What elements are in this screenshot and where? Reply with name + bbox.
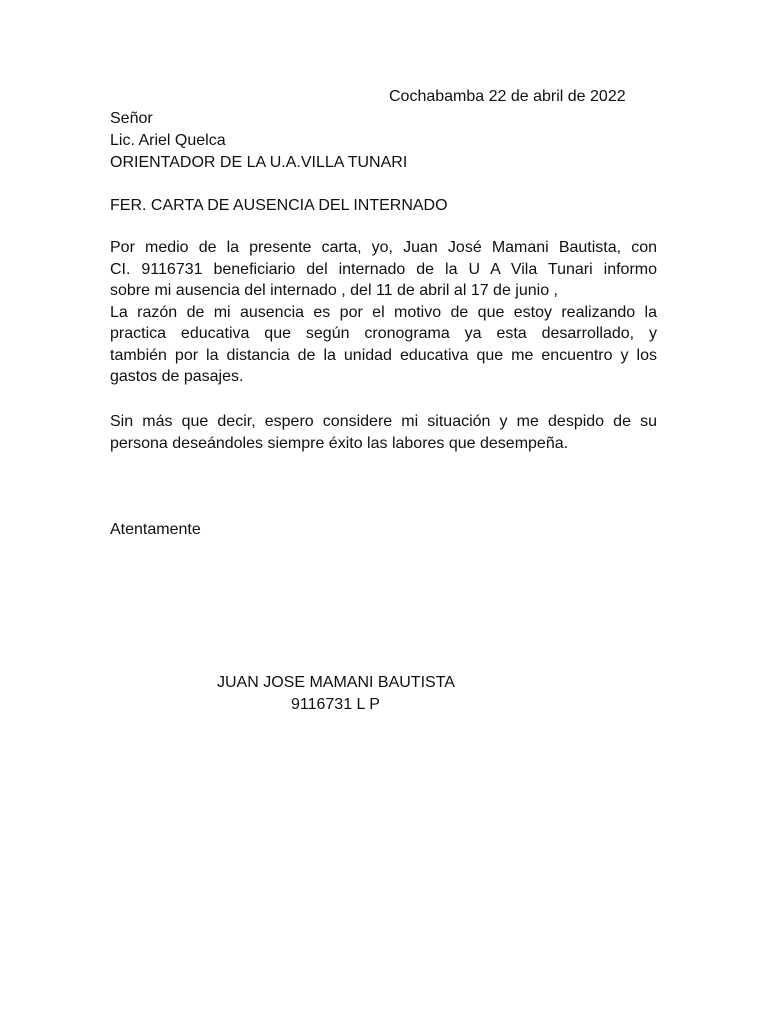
body-paragraph-1	[110, 237, 657, 388]
body-line: Sin más que decir, espero considere mi situación y me despido de su	[110, 413, 657, 430]
body-line: practica educativa que según cronograma ya esta desarrollado, y	[110, 325, 657, 342]
body-paragraph-2	[110, 411, 657, 454]
place-date: Cochabamba 22 de abril de 2022	[389, 88, 626, 105]
body-line: La razón de mi ausencia es por el motivo de que estoy realizando la	[110, 303, 657, 321]
body-line: gastos de pasajes.	[110, 368, 244, 385]
signature-id: 9116731 L P	[291, 696, 380, 713]
body-line: persona deseándoles siempre éxito las labores que desempeña.	[110, 434, 569, 452]
body-line: sobre mi ausencia del internado , del 11 de abril al 17 de junio ,	[110, 282, 558, 299]
body-line: CI. 9116731 beneficiario del internado de la U A Vila Tunari informo	[110, 260, 657, 278]
body-line: Por medio de la presente carta, yo, Juan José Mamani Bautista, con	[110, 239, 657, 256]
recipient-name: Lic. Ariel Quelca	[110, 132, 226, 149]
signature-name: JUAN JOSE MAMANI BAUTISTA	[217, 674, 455, 691]
body-line: también por la distancia de la unidad educativa que me encuentro y los	[110, 346, 657, 364]
closing: Atentamente	[110, 521, 201, 538]
salutation: Señor	[110, 110, 153, 127]
reference-line: FER. CARTA DE AUSENCIA DEL INTERNADO	[110, 197, 448, 214]
recipient-title: ORIENTADOR DE LA U.A.VILLA TUNARI	[110, 154, 408, 171]
